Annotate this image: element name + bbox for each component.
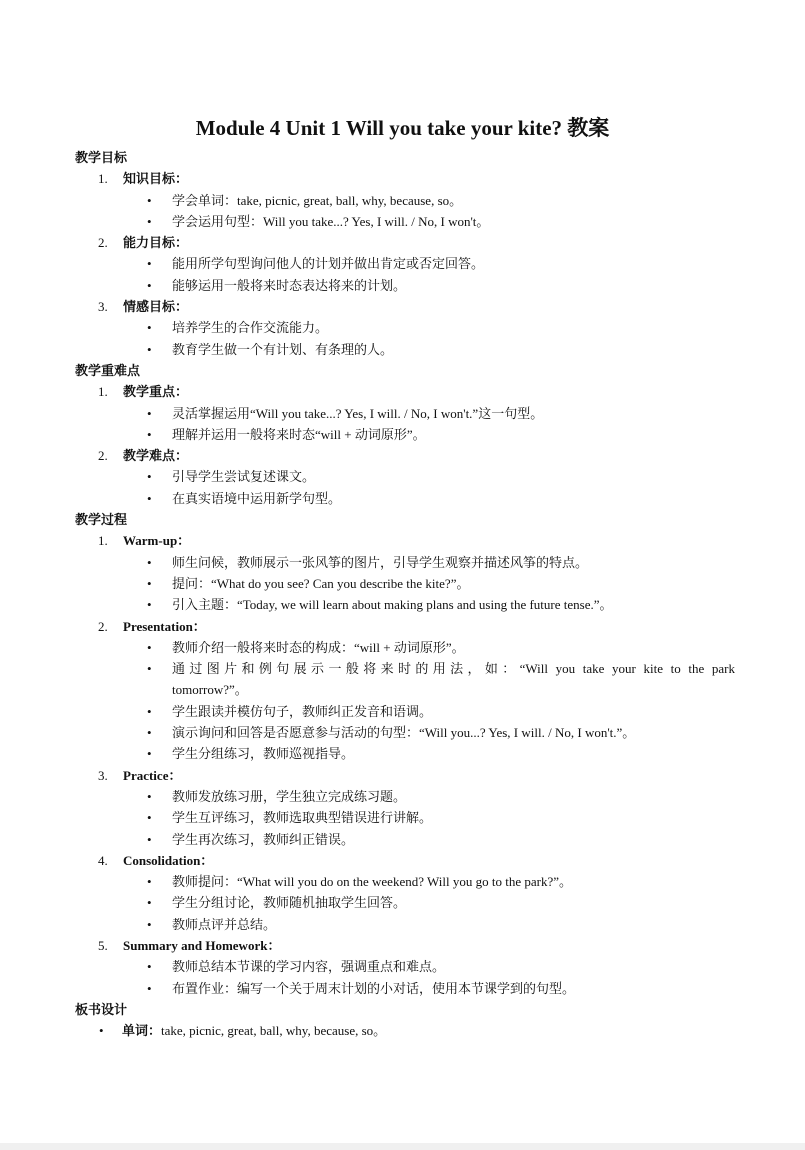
bullet-icon: • — [147, 916, 152, 932]
bullet-icon: • — [147, 725, 152, 741]
list-item: • 教育学生做一个有计划、有条理的人。 — [75, 339, 735, 360]
item-number: 5. — [98, 937, 108, 953]
subsection-label: 知识目标： — [123, 171, 189, 187]
bullet-icon: • — [147, 426, 152, 442]
section-heading-objectives: 教学目标 — [75, 150, 128, 165]
bullet-icon: • — [147, 980, 152, 996]
list-item: • 教师提问：“What will you do on the weekend? Will you go to the park?”。 — [75, 871, 735, 892]
subsection-label: 教学重点： — [123, 384, 189, 400]
bullet-icon: • — [147, 554, 152, 570]
subsection-label: Presentation： — [123, 618, 206, 634]
item-number: 2. — [98, 235, 108, 251]
vocab-label: 单词： — [122, 1023, 162, 1039]
list-item: • 学生跟读并模仿句子，教师纠正发音和语调。 — [75, 701, 735, 722]
subsection-label: Summary and Homework： — [123, 937, 281, 953]
list-item: • 学会运用句型：Will you take...? Yes, I will. / No, I won't。 — [75, 211, 735, 232]
list-item: • 学会单词：take, picnic, great, ball, why, because, so。 — [75, 190, 735, 211]
bullet-icon: • — [147, 277, 152, 293]
list-item — [75, 1020, 735, 1041]
item-number: 3. — [98, 767, 108, 783]
list-item: • 通过图片和例句展示一般将来时的用法，如：“Will you take your kite to the park — [75, 658, 735, 679]
bullet-icon: • — [147, 192, 152, 208]
list-item: • 学生分组练习，教师巡视指导。 — [75, 743, 735, 764]
bullet-icon: • — [147, 874, 152, 890]
subsection-label: Consolidation： — [123, 852, 214, 868]
subsection-label: 情感目标： — [123, 299, 189, 315]
list-item: • 能用所学句型询问他人的计划并做出肯定或否定回答。 — [75, 253, 735, 274]
bullet-icon: • — [147, 490, 152, 506]
subsection-summary-homework — [75, 935, 735, 956]
subsection-label: Warm-up： — [123, 533, 191, 549]
item-number: 1. — [98, 171, 108, 187]
bullet-icon: • — [147, 831, 152, 847]
bullet-icon: • — [147, 703, 152, 719]
bullet-icon: • — [147, 405, 152, 421]
item-number: 2. — [98, 448, 108, 464]
section-heading-board-design: 板书设计 — [75, 1001, 128, 1017]
subsection-consolidation — [75, 850, 735, 871]
bullet-icon: • — [147, 341, 152, 357]
bullet-icon: • — [147, 213, 152, 229]
list-item: • 提问：“What do you see? Can you describe the kite?”。 — [75, 573, 735, 594]
vocab-list: take, picnic, great, ball, why, because, so。 — [161, 1023, 387, 1039]
list-item: • 演示询问和回答是否愿意参与活动的句型：“Will you...? Yes, I will. / No, I won't.”。 — [75, 722, 735, 743]
item-number: 1. — [98, 533, 108, 549]
list-item: • 学生再次练习，教师纠正错误。 — [75, 829, 735, 850]
bullet-icon: • — [99, 1023, 104, 1039]
page-bottom-edge — [0, 1143, 805, 1150]
bullet-icon: • — [147, 959, 152, 975]
subsection-label: 教学难点： — [123, 448, 189, 464]
bullet-icon: • — [147, 661, 152, 677]
subsection-knowledge — [75, 168, 735, 189]
subsection-ability — [75, 232, 735, 253]
list-item: • 学生互评练习，教师选取典型错误进行讲解。 — [75, 807, 735, 828]
subsection-label: Practice： — [123, 767, 182, 783]
bullet-icon: • — [147, 788, 152, 804]
list-item: • 教师总结本节课的学习内容，强调重点和难点。 — [75, 956, 735, 977]
bullet-icon: • — [147, 469, 152, 485]
section-heading-process: 教学过程 — [75, 512, 128, 528]
item-number: 2. — [98, 618, 108, 634]
list-item: • 引入主题：“Today, we will learn about making plans and using the future tense.”。 — [75, 594, 735, 615]
list-item: • 在真实语境中运用新学句型。 — [75, 488, 735, 509]
subsection-difficult — [75, 445, 735, 466]
list-item: • 布置作业：编写一个关于周末计划的小对话，使用本节课学到的句型。 — [75, 978, 735, 999]
bullet-icon: • — [147, 746, 152, 762]
list-item: • 教师介绍一般将来时态的构成：“will + 动词原形”。 — [75, 637, 735, 658]
list-item: • 师生问候，教师展示一张风筝的图片，引导学生观察并描述风筝的特点。 — [75, 552, 735, 573]
bullet-icon: • — [147, 895, 152, 911]
subsection-label: 能力目标： — [123, 235, 189, 251]
page-title: Module 4 Unit 1 Will you take your kite? 教案 — [195, 116, 610, 140]
item-number: 1. — [98, 384, 108, 400]
bullet-icon: • — [147, 597, 152, 613]
item-number: 3. — [98, 299, 108, 315]
subsection-emotion — [75, 296, 735, 317]
subsection-key — [75, 381, 735, 402]
item-number: 4. — [98, 852, 108, 868]
bullet-icon: • — [147, 256, 152, 272]
list-item: • 灵活掌握运用“Will you take...? Yes, I will. / No, I won't.”这一句型。 — [75, 403, 735, 424]
bullet-icon: • — [147, 639, 152, 655]
list-item: • 能够运用一般将来时态表达将来的计划。 — [75, 275, 735, 296]
subsection-presentation — [75, 616, 735, 637]
list-item: • 教师点评并总结。 — [75, 914, 735, 935]
section-heading-key-points: 教学重难点 — [75, 362, 141, 378]
bullet-icon: • — [147, 575, 152, 591]
bullet-icon: • — [147, 810, 152, 826]
list-item: • 理解并运用一般将来时态“will + 动词原形”。 — [75, 424, 735, 445]
subsection-warm-up — [75, 530, 735, 551]
list-item: • 培养学生的合作交流能力。 — [75, 317, 735, 338]
subsection-practice — [75, 765, 735, 786]
bullet-icon: • — [147, 320, 152, 336]
document-body — [75, 147, 735, 1041]
list-item: • 学生分组讨论，教师随机抽取学生回答。 — [75, 892, 735, 913]
list-item: • 引导学生尝试复述课文。 — [75, 466, 735, 487]
list-item-continuation: tomorrow?”。 — [172, 682, 248, 698]
list-item: • 教师发放练习册，学生独立完成练习题。 — [75, 786, 735, 807]
